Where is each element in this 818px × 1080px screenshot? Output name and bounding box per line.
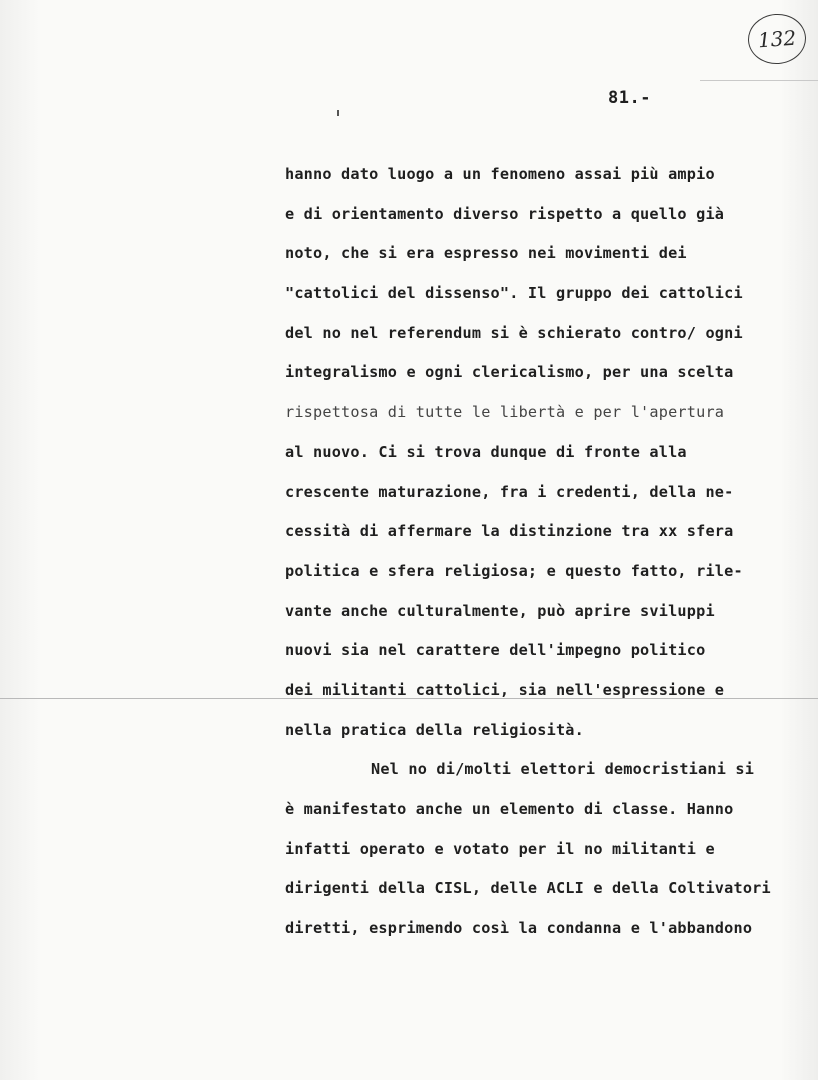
text-line: noto, che si era espresso nei movimenti dei (285, 244, 687, 263)
text-line: diretti, esprimendo così la condanna e l'abbandono (285, 919, 753, 938)
text-line: crescente maturazione, fra i credenti, della ne- (285, 482, 734, 501)
page-number: 81.- (608, 88, 651, 108)
text-line: hanno dato luogo a un fenomeno assai più ampio (285, 165, 715, 183)
text-line: cessità di affermare la distinzione tra xx sfera (285, 522, 734, 541)
top-rule (700, 80, 818, 81)
text-line: dirigenti della CISL, delle ACLI e della Coltivatori (285, 879, 771, 898)
text-line: "cattolici del dissenso". Il gruppo dei cattolici (285, 284, 743, 303)
text-line: nuovi sia nel carattere dell'impegno politico (285, 641, 706, 660)
text-line: integralismo e ogni clericalismo, per una scelta (285, 363, 734, 382)
text-line: dei militanti cattolici, sia nell'espressione e (285, 680, 725, 699)
text-line: vante anche culturalmente, può aprire sviluppi (285, 601, 715, 620)
text-line: è manifestato anche un elemento di classe. Hanno (285, 800, 734, 818)
typed-text-body (285, 155, 815, 949)
archive-number: 132 (757, 25, 797, 53)
text-line: al nuovo. Ci si trova dunque di fronte alla (285, 442, 687, 461)
text-line: e di orientamento diverso rispetto a quello già (285, 204, 725, 223)
text-line: politica e sfera religiosa; e questo fatto, rile- (285, 561, 743, 580)
text-line: Nel no di/molti elettori democristiani si (371, 760, 755, 779)
text-line: rispettosa di tutte le libertà e per l'apertura (285, 403, 725, 422)
text-line: infatti operato e votato per il no militanti e (285, 839, 715, 858)
archive-number-stamp (746, 12, 807, 66)
text-line: del no nel referendum si è schierato contro/ ogni (285, 323, 743, 342)
tick-mark (337, 110, 339, 116)
text-line: nella pratica della religiosità. (285, 720, 584, 739)
